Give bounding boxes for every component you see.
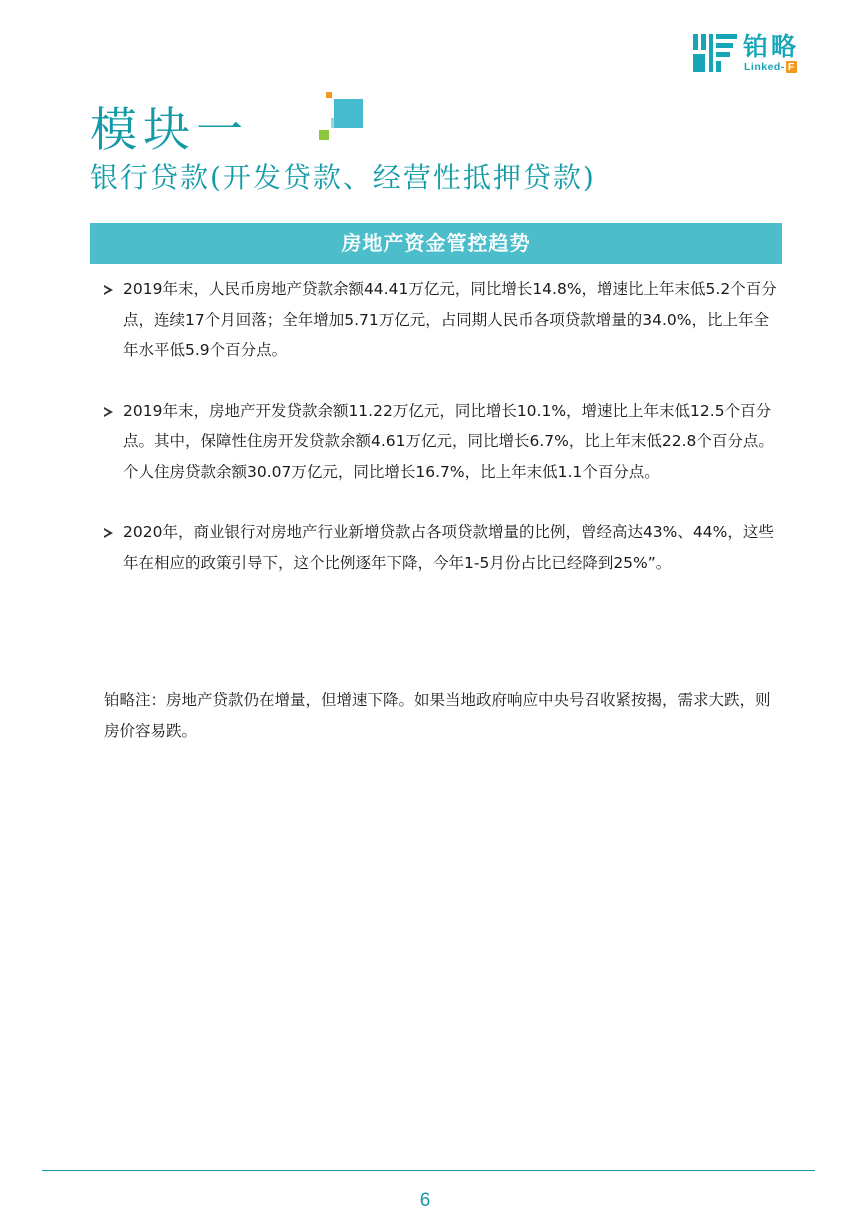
footer-divider [42,1170,815,1171]
logo-english-text [744,61,797,73]
logo-en-suffix: F [787,61,795,73]
linked-f-logo-icon [693,34,737,72]
list-item [104,517,784,578]
decorative-square-green [319,130,329,140]
module-title: 模块一 [90,103,249,158]
decorative-square-teal [334,99,363,128]
page-number: 6 [419,1190,431,1211]
logo-chinese-text: 铂略 [743,32,800,61]
bullet-text: 2019年末，房地产开发贷款余额11.22万亿元，同比增长10.1%，增速比上年末低12.5个百分点。其中，保障性住房开发贷款余额4.61万亿元，同比增长6.7%，比上年末低22.8个百分点。个人住房贷款余额30.07万亿元，同比增长16.7%，比上年末低1.1个百分点。 [123,401,774,481]
bullet-text: 2019年末，人民币房地产贷款余额44.41万亿元，同比增长14.8%，增速比上年末低5.2个百分点，连续17个月回落；全年增加5.71万亿元，占同期人民币各项贷款增量的34.0%，比上年全年水平低5.9个百分点。 [123,280,777,359]
logo-en-prefix: Linked- [744,61,785,73]
arrow-bullet-icon [104,407,113,417]
editor-note: 铂略注：房地产贷款仍在增量，但增速下降。如果当地政府响应中央号召收紧按揭，需求大跌，则房价容易跌。 [104,691,771,740]
arrow-bullet-icon [104,528,113,538]
bullet-text: 2020年，商业银行对房地产行业新增贷款占各项贷款增量的比例，曾经高达43%、44%，这些年在相应的政策引导下，这个比例逐年下降，今年1-5月份占比已经降到25%”。 [123,523,774,572]
section-banner: 房地产资金管控趋势 [90,223,782,264]
decorative-square-orange [326,92,332,98]
bullet-list [104,274,784,608]
arrow-bullet-icon [104,285,113,295]
brand-logo [693,32,813,74]
module-subtitle: 银行贷款(开发贷款、经营性抵押贷款) [90,161,596,194]
list-item [104,396,784,488]
decorative-square-light-blue [331,118,334,128]
list-item [104,274,784,366]
